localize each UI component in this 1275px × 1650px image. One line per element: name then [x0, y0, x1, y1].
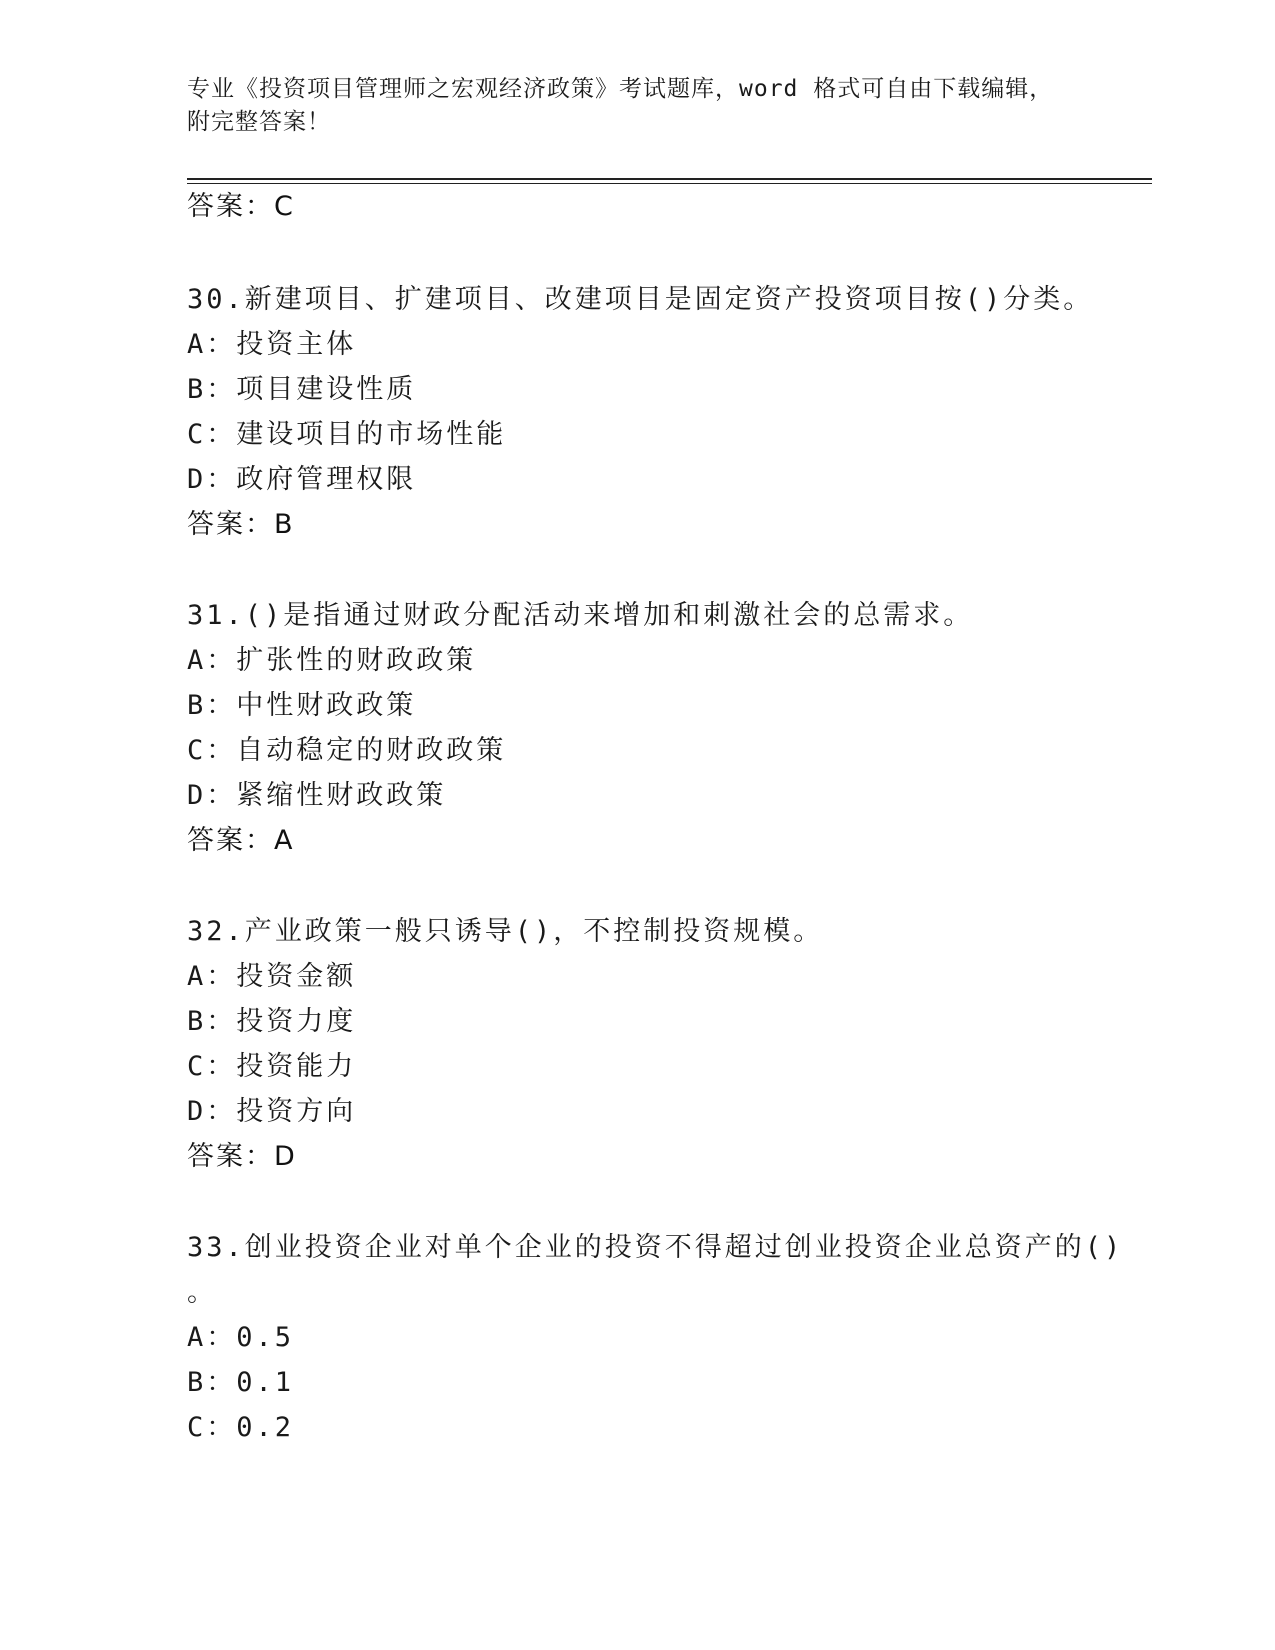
header-line-1: 专业《投资项目管理师之宏观经济政策》考试题库，word 格式可自由下载编辑， [187, 76, 1054, 102]
question-30-answer: 答案：B [187, 509, 295, 540]
header-line-2: 附完整答案！ [187, 109, 331, 135]
question-31-option-c: C：自动稳定的财政政策 [187, 735, 507, 766]
answer-prev: 答案：C [187, 191, 295, 222]
document-header [187, 73, 1087, 139]
question-31-option-d: D：紧缩性财政政策 [187, 780, 447, 811]
question-32-option-b: B：投资力度 [187, 1006, 357, 1037]
question-32-stem: 32.产业政策一般只诱导()，不控制投资规模。 [187, 916, 824, 947]
question-31-stem: 31.()是指通过财政分配活动来增加和刺激社会的总需求。 [187, 600, 974, 631]
question-33-option-c: C：0.2 [187, 1412, 295, 1443]
question-30-option-b: B：项目建设性质 [187, 374, 417, 405]
question-32-option-a: A：投资金额 [187, 961, 357, 992]
question-33-option-b: B：0.1 [187, 1367, 295, 1398]
question-30-option-a: A：投资主体 [187, 329, 357, 360]
header-rule-thin [187, 183, 1152, 184]
question-33-option-a: A：0.5 [187, 1322, 295, 1353]
question-32-option-d: D：投资方向 [187, 1096, 357, 1127]
question-31-option-a: A：扩张性的财政政策 [187, 645, 477, 676]
question-30-stem: 30.新建项目、扩建项目、改建项目是固定资产投资项目按()分类。 [187, 284, 1094, 315]
question-30-option-c: C：建设项目的市场性能 [187, 419, 507, 450]
question-31-answer: 答案：A [187, 825, 295, 856]
question-33-stem: 33.创业投资企业对单个企业的投资不得超过创业投资企业总资产的() [187, 1232, 1124, 1263]
question-32-option-c: C：投资能力 [187, 1051, 357, 1082]
question-31-option-b: B：中性财政政策 [187, 690, 417, 721]
question-30-option-d: D：政府管理权限 [187, 464, 417, 495]
question-33-stem-continued: 。 [187, 1277, 217, 1308]
question-32-answer: 答案：D [187, 1141, 297, 1172]
header-rule-thick [187, 178, 1152, 180]
